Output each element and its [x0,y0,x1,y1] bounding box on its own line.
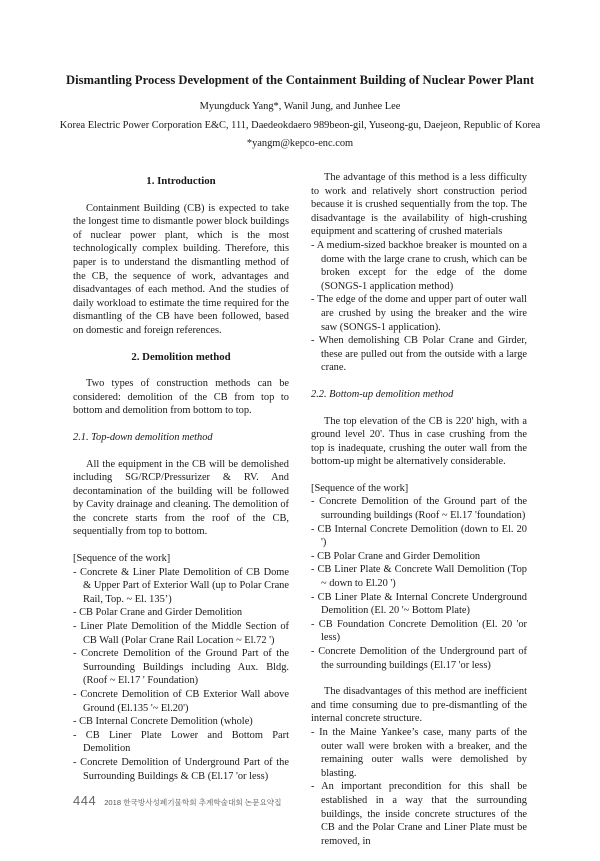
bottom-up-paragraph: The top elevation of the CB is 220' high, with a ground level 20'. Thus in case crushing from the top is inadequate, crushing the outer wall from the bottom-up might be alternatively considerable. [311,415,527,468]
list-item: - CB Foundation Concrete Demolition (El. 20 'or less) [311,618,527,645]
list-item: - Concrete Demolition of the Ground part of the surrounding buildings (Roof ~ El.17 'foundation) [311,495,527,522]
conference-name: 2018 한국방사성폐기물학회 추계학술대회 논문요약집 [104,798,282,807]
subsection-heading-top-down: 2.1. Top-down demolition method [73,431,213,443]
list-item: - Liner Plate Demolition of the Middle Section of CB Wall (Polar Crane Rail Location ~ El.72 ') [73,620,289,647]
advantage-paragraph: The advantage of this method is a less difficulty to work and relatively short construction period because it is crushed sequentially from the top. The disadvantage is the availability of high-crushing equipment and scattering of crushed materials [311,172,527,238]
list-item: - CB Polar Crane and Girder Demolition [73,606,289,620]
section-heading-demolition: 2. Demolition method [131,350,231,363]
author-email: *yangm@kepco-enc.com [246,138,354,149]
list-item: - CB Liner Plate & Internal Concrete Underground Demolition (El. 20 '~ Bottom Plate) [311,591,527,618]
bottom-up-sequence-list [311,495,527,672]
section-heading-introduction: 1. Introduction [146,175,216,187]
introduction-paragraph: Containment Building (CB) is expected to take the longest time to dismantle power block buildings of nuclear power plant, which is the most technologically complex building. Therefore, this paper is to understand the dismantling method of the CB, the sequence of work, advantages and disadvantages of each method. And the studies of daily workload to estimate the time required for the dismantling of the CB have been followed, based on domestic and foreign references. [73,202,289,336]
authors: Myungduck Yang*, Wanil Jung, and Junhee Lee [199,101,401,112]
subsection-heading-bottom-up: 2.2. Bottom-up demolition method [311,388,454,400]
list-item: - CB Liner Plate Lower and Bottom Part Demolition [73,729,289,756]
disadvantage-paragraph: The disadvantages of this method are inefficient and time consuming due to pre-dismantling of the internal concrete structure. [311,686,527,725]
list-item: - CB Liner Plate & Concrete Wall Demolition (Top ~ down to El.20 ') [311,563,527,590]
list-item: - When demolishing CB Polar Crane and Girder, these are pulled out from the outside with a large crane. [311,334,527,375]
list-item: - Concrete Demolition of Underground Part of the Surrounding Buildings & CB (El.17 'or less) [73,756,289,783]
page-number: 444 [73,793,97,808]
list-item: - Concrete & Liner Plate Demolition of CB Dome & Upper Part of Exterior Wall (up to Polar Crane Rail, Top. ~ El. 135’) [73,566,289,607]
list-item: - CB Internal Concrete Demolition (down to El. 20 ') [311,523,527,550]
list-item: - CB Internal Concrete Demolition (whole) [73,715,289,729]
right-column [311,171,527,861]
top-down-sequence-list [73,566,289,784]
affiliation: Korea Electric Power Corporation E&C, 111, Daedeokdaero 989beon-gil, Yuseong-gu, Daejeon, Republic of Korea [59,120,541,131]
sequence-label: [Sequence of the work] [311,482,409,494]
sequence-label: [Sequence of the work] [73,553,171,565]
page-footer [73,793,281,808]
list-item: - A medium-sized backhoe breaker is mounted on a dome with the large crane to crush, which can be broken except for the edge of the dome (SONGS-1 application method) [311,239,527,293]
top-down-paragraph: All the equipment in the CB will be demolished including SG/RCP/Pressurizer & RV. And decontamination of the building will be followed by Cavity drainage and cleaning. The demolition of the concrete starts from the roof of the CB, sequentially from top to bottom. [73,458,289,538]
list-item: - An important precondition for this shall be established in a way that the surrounding buildings, the inside concrete structures of the CB and the Polar Crane and Liner Plate must be removed, in [311,780,527,848]
list-item: - Concrete Demolition of the Ground Part of the Surrounding Buildings including Aux. Bldg. (Roof ~ El.17 ' Foundation) [73,647,289,688]
list-item: - Concrete Demolition of the Underground part of the surrounding buildings (El.17 'or less) [311,645,527,672]
demolition-paragraph: Two types of construction methods can be considered: demolition of the CB from top to bottom and demolition from bottom to top. [73,378,289,417]
left-column [73,171,289,796]
list-item: - CB Polar Crane and Girder Demolition [311,550,527,564]
list-item: - In the Maine Yankee’s case, many parts of the outer wall were broken with a breaker, and the remaining outer walls were demolished by blasting. [311,726,527,780]
list-item: - The edge of the dome and upper part of outer wall are crushed by using the breaker and the wire saw (SONGS-1 application). [311,293,527,334]
list-item: - Concrete Demolition of CB Exterior Wall above Ground (El.135 '~ El.20') [73,688,289,715]
disadvantage-list [311,726,527,848]
advantage-list [311,239,527,375]
paper-title: Dismantling Process Development of the Containment Building of Nuclear Power Plant [65,73,535,87]
